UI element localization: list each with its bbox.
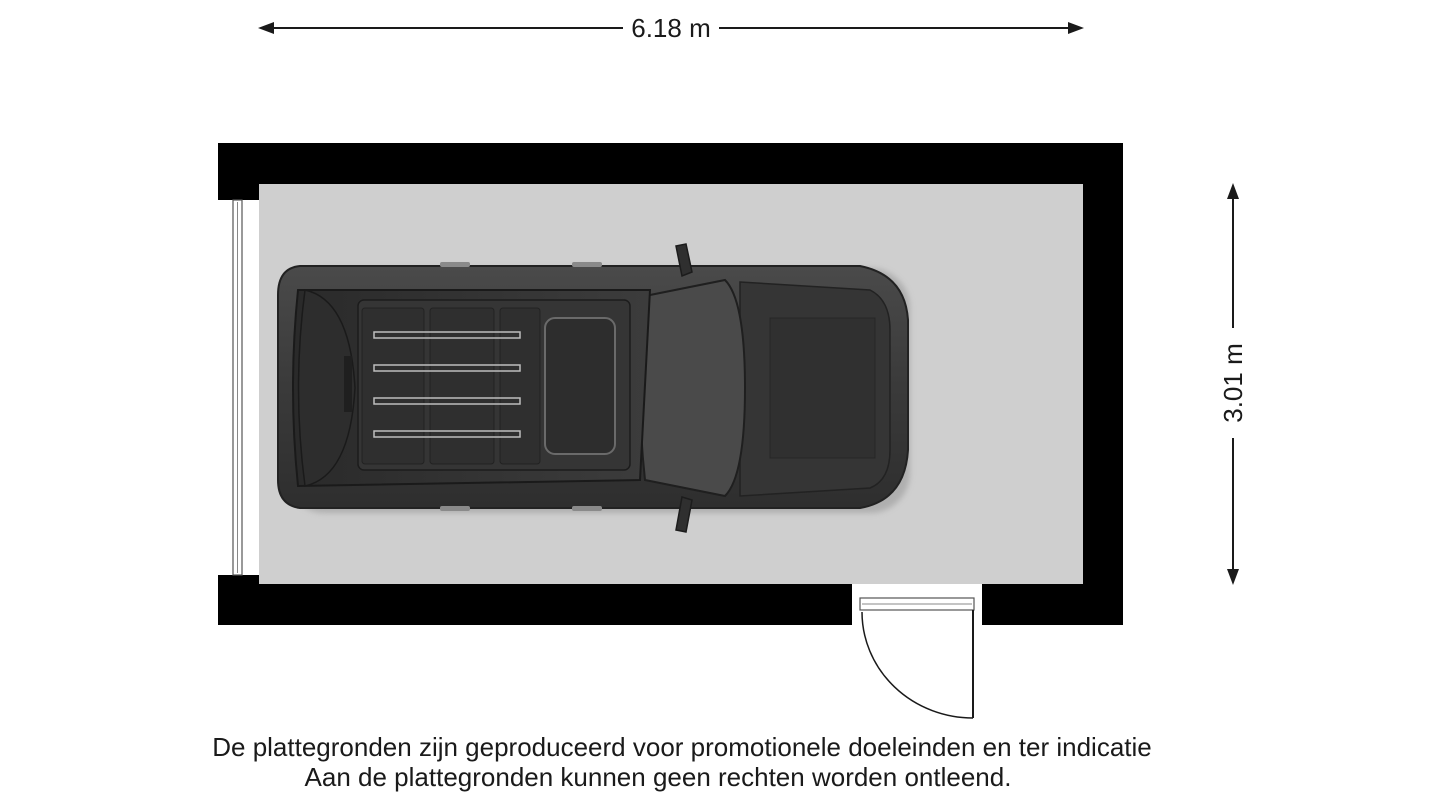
height-dimension-label: 3.01 m <box>1220 328 1246 438</box>
disclaimer-line-1: De plattegronden zijn geproduceerd voor promotionele doeleinden en ter indicatie <box>212 732 1152 762</box>
garage-door-icon <box>233 200 242 575</box>
width-dimension-label: 6.18 m <box>623 15 719 41</box>
disclaimer-line-2: Aan de plattegronden kunnen geen rechten worden ontleend. <box>304 762 1012 792</box>
car-top-view-icon <box>278 244 910 532</box>
